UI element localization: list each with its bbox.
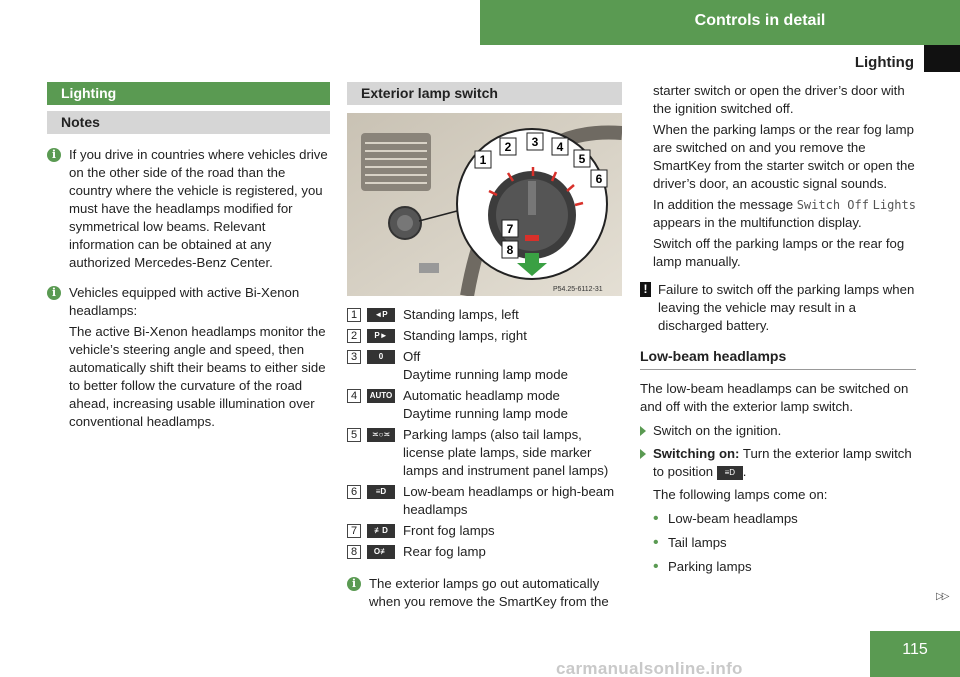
column-lighting-notes bbox=[47, 82, 330, 443]
low-beam-icon: ≡D bbox=[717, 466, 743, 480]
warning-text: Failure to switch off the parking lamps when leaving the vehicle may result in a discharged battery. bbox=[658, 282, 915, 333]
lamp-switch-figure bbox=[347, 113, 622, 296]
double-arrow-icon[interactable]: ▷▷ bbox=[936, 591, 948, 602]
info-icon: i bbox=[47, 286, 61, 300]
rear-fog-lamp-icon: O≢ bbox=[367, 545, 395, 559]
warning-icon: ! bbox=[640, 282, 651, 297]
chapter-title: Controls in detail bbox=[694, 12, 826, 29]
legend-text: Off bbox=[403, 349, 421, 364]
bullet-icon: • bbox=[653, 558, 659, 575]
legend-number: 7 bbox=[347, 524, 361, 538]
info-icon: i bbox=[47, 148, 61, 162]
legend-text: Rear fog lamp bbox=[403, 544, 486, 559]
legend-text: Standing lamps, right bbox=[403, 328, 527, 343]
legend-text: Low-beam headlamps or high-beam headlamps bbox=[403, 484, 615, 517]
lamp-switch-illustration bbox=[347, 113, 622, 296]
step-ignition bbox=[640, 422, 916, 440]
paragraph-acoustic-signal: When the parking lamps or the rear fog lamp are switched on and you remove the SmartKey from the starter switch or open the driver’s door, an acoustic signal sounds. bbox=[653, 122, 915, 191]
list-item bbox=[640, 510, 916, 528]
legend-item-8 bbox=[347, 543, 622, 561]
column-continued-text bbox=[640, 82, 916, 582]
legend-text: Standing lamps, left bbox=[403, 307, 519, 322]
legend-number: 8 bbox=[347, 545, 361, 559]
off-position-icon: 0 bbox=[367, 350, 395, 364]
figure-label-6: 6 bbox=[595, 172, 603, 186]
figure-label-1: 1 bbox=[479, 153, 487, 167]
step-text: Switch on the ignition. bbox=[653, 423, 782, 438]
info-icon: i bbox=[347, 577, 361, 591]
step-text-end: . bbox=[742, 464, 747, 479]
list-item-text: Low-beam headlamps bbox=[668, 511, 798, 526]
legend-number: 1 bbox=[347, 308, 361, 322]
legend-item-4 bbox=[347, 387, 622, 423]
figure-label-4: 4 bbox=[556, 140, 564, 154]
legend-text-secondary: Daytime running lamp mode bbox=[403, 367, 568, 382]
low-beam-icon: ≡D bbox=[367, 485, 395, 499]
column-exterior-lamp-switch bbox=[347, 82, 622, 623]
legend-text: Automatic headlamp mode bbox=[403, 388, 560, 403]
figure-label-5: 5 bbox=[578, 152, 586, 166]
triangle-right-icon bbox=[640, 449, 646, 459]
page-number-box bbox=[870, 631, 960, 677]
figure-label-3: 3 bbox=[531, 135, 539, 149]
chapter-header bbox=[480, 0, 960, 45]
legend-number: 3 bbox=[347, 350, 361, 364]
page-number: 115 bbox=[902, 641, 928, 658]
info-note-bixenon bbox=[47, 284, 330, 431]
step-label: Switching on: bbox=[653, 446, 740, 461]
section-title: Lighting bbox=[854, 54, 914, 71]
legend-number: 5 bbox=[347, 428, 361, 442]
section-bar-lighting: Lighting bbox=[47, 82, 330, 105]
legend-item-1 bbox=[347, 306, 622, 324]
display-message-part1: Switch Off bbox=[796, 198, 869, 212]
step-switching-on bbox=[640, 445, 916, 481]
figure-label-7: 7 bbox=[506, 222, 514, 236]
warning-note-battery bbox=[640, 281, 916, 335]
paragraph-switch-off-manually: Switch off the parking lamps or the rear fog lamp manually. bbox=[653, 236, 905, 269]
list-item bbox=[640, 558, 916, 576]
standing-lamp-right-icon: P► bbox=[367, 329, 395, 343]
legend-text: Parking lamps (also tail lamps, license plate lamps, side marker lamps and instrument panel lamps) bbox=[403, 427, 609, 478]
front-fog-lamp-icon: ≢D bbox=[367, 524, 395, 538]
paragraph-following-lamps: The following lamps come on: bbox=[653, 487, 828, 502]
info-note-heading: Vehicles equipped with active Bi-Xenon headlamps: bbox=[69, 285, 300, 318]
legend-item-3 bbox=[347, 348, 622, 384]
legend-number: 4 bbox=[347, 389, 361, 403]
paragraph-continued: starter switch or open the driver’s door with the ignition switched off. bbox=[653, 83, 905, 116]
step-text: Turn the exterior lamp switch to position bbox=[653, 446, 912, 479]
legend-number: 2 bbox=[347, 329, 361, 343]
standing-lamp-left-icon: ◄P bbox=[367, 308, 395, 322]
subsection-bar-exterior-lamp-switch: Exterior lamp switch bbox=[347, 82, 622, 105]
figure-label-8: 8 bbox=[506, 243, 514, 257]
info-note-text: The active Bi-Xenon headlamps monitor the vehicle’s steering angle and speed, then automatically shift their beams to either side to better follow the curvature of the road ahead, increasing usable illumination over conventional headlamps. bbox=[69, 324, 326, 429]
legend-item-2 bbox=[347, 327, 622, 345]
info-note-text: If you drive in countries where vehicles drive on the other side of the road than the country where the vehicle is registered, you must have the headlamps modified for symmetrical low beams. Relevant information can be obtained at any authorized Mercedes-Benz Center. bbox=[69, 147, 328, 270]
legend-item-7 bbox=[347, 522, 622, 540]
display-message-part2: Lights bbox=[872, 198, 916, 212]
legend-text: Front fog lamps bbox=[403, 523, 495, 538]
paragraph-low-beam-intro: The low-beam headlamps can be switched on and off with the exterior lamp switch. bbox=[640, 381, 909, 414]
info-note-countries bbox=[47, 146, 330, 272]
watermark: carmanualsonline.info bbox=[556, 659, 743, 677]
legend-item-5 bbox=[347, 426, 622, 480]
figure-label-2: 2 bbox=[504, 140, 512, 154]
parking-lamp-icon: ≍○≍ bbox=[367, 428, 395, 442]
message-outro: appears in the multifunction display. bbox=[653, 215, 862, 230]
triangle-right-icon bbox=[640, 426, 646, 436]
paragraph-message bbox=[640, 196, 916, 232]
info-note-lamps-off bbox=[347, 575, 622, 611]
legend-number: 6 bbox=[347, 485, 361, 499]
info-note-text: The exterior lamps go out automatically when you remove the SmartKey from the bbox=[369, 576, 609, 609]
subsection-bar-notes: Notes bbox=[47, 111, 330, 134]
switch-position-legend bbox=[347, 306, 622, 561]
list-item-text: Parking lamps bbox=[668, 559, 752, 574]
list-item-text: Tail lamps bbox=[668, 535, 727, 550]
message-intro: In addition the message bbox=[653, 197, 794, 212]
list-item bbox=[640, 534, 916, 552]
bullet-icon: • bbox=[653, 534, 659, 551]
heading-low-beam: Low-beam headlamps bbox=[640, 347, 916, 370]
legend-item-6 bbox=[347, 483, 622, 519]
section-tab-marker bbox=[924, 45, 960, 72]
auto-headlamp-icon: AUTO bbox=[367, 389, 395, 403]
bullet-icon: • bbox=[653, 510, 659, 527]
legend-text-secondary: Daytime running lamp mode bbox=[403, 406, 568, 421]
figure-code-label: P54.25-6112-31 bbox=[553, 286, 603, 293]
